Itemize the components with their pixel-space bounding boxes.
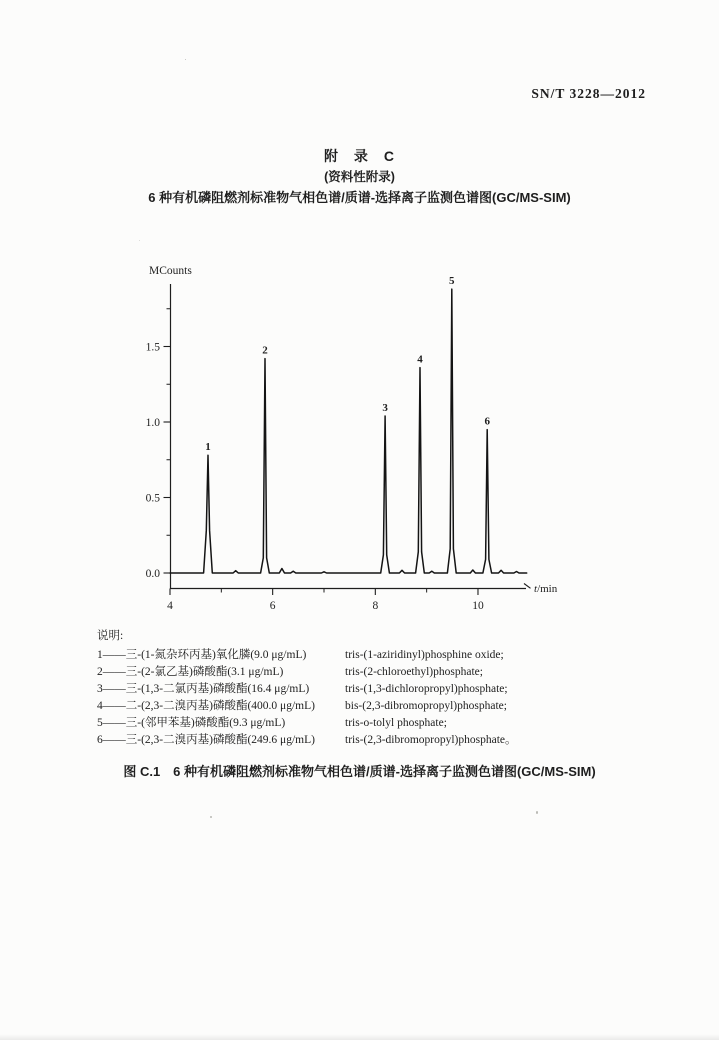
- document-code: SN/T 3228—2012: [531, 86, 646, 101]
- y-tick-label: 0.5: [145, 492, 160, 505]
- legend-dash: ——: [102, 666, 126, 678]
- legend-dash: ——: [102, 649, 126, 661]
- chromatogram-trace: [170, 289, 527, 573]
- legend-dash: ——: [102, 683, 126, 695]
- legend-item-zh: 三-(1,3-二氯丙基)磷酸酯(16.4 μg/mL): [125, 683, 310, 695]
- legend-dash: ——: [102, 734, 126, 746]
- x-tick-label: 10: [472, 600, 484, 612]
- y-tick-label: 1.5: [145, 341, 160, 354]
- legend-item: [97, 698, 637, 715]
- scan-speck: [210, 816, 212, 818]
- legend-item-en: tris-(2,3-dibromopropyl)phosphate。: [345, 734, 517, 746]
- scan-speck: [139, 240, 140, 241]
- legend-item-en: tris-(2-chloroethyl)phosphate;: [345, 666, 483, 678]
- figure-caption: 图 C.1 6 种有机磷阻燃剂标准物气相色谱/质谱-选择离子监测色谱图(GC/MS-SIM): [123, 764, 596, 779]
- legend-item-number: 1: [97, 649, 103, 661]
- legend-item-number: 4: [97, 700, 103, 712]
- legend-header: 说明:: [97, 630, 124, 642]
- legend-item: [97, 647, 637, 664]
- legend-item-zh: 三-(邻甲苯基)磷酸酯(9.3 μg/mL): [125, 717, 286, 729]
- legend-item-en: tris-(1-aziridinyl)phosphine oxide;: [345, 649, 504, 661]
- legend-item: [97, 715, 637, 732]
- scan-speck: [185, 59, 186, 60]
- figure-legend: [97, 628, 637, 749]
- appendix-title: 6 种有机磷阻燃剂标准物气相色谱/质谱-选择离子监测色谱图(GC/MS-SIM): [148, 190, 571, 205]
- x-tick-label: 4: [167, 600, 173, 612]
- x-axis-arrowhead: [524, 584, 531, 589]
- legend-item: [97, 732, 637, 749]
- appendix-heading: 附 录 C: [323, 148, 396, 164]
- peak-label: 5: [449, 275, 455, 288]
- legend-item-en: bis-(2,3-dibromopropyl)phosphate;: [345, 700, 507, 712]
- legend-item: [97, 664, 637, 681]
- peak-label: 2: [262, 344, 268, 357]
- x-tick-label: 6: [269, 600, 276, 612]
- legend-item-zh: 三-(2-氯乙基)磷酸酯(3.1 μg/mL): [125, 666, 284, 678]
- legend-dash: ——: [102, 700, 126, 712]
- legend-item-en: tris-o-tolyl phosphate;: [345, 717, 447, 729]
- legend-item-number: 6: [97, 734, 103, 746]
- legend-item-number: 3: [97, 683, 103, 695]
- legend-item-zh: 二-(2,3-二溴丙基)磷酸酯(400.0 μg/mL): [125, 700, 315, 712]
- x-axis-title: t/min: [534, 583, 558, 595]
- legend-item-zh: 三-(1-氮杂环丙基)氧化膦(9.0 μg/mL): [125, 649, 307, 661]
- appendix-subheading: (资料性附录): [324, 170, 395, 184]
- legend-item-number: 2: [97, 666, 103, 678]
- legend-item-zh: 三-(2,3-二溴丙基)磷酸酯(249.6 μg/mL): [125, 734, 315, 746]
- scan-speck: [536, 811, 538, 814]
- peak-label: 6: [484, 415, 490, 428]
- y-tick-label: 1.0: [145, 416, 160, 429]
- peak-label: 1: [205, 441, 211, 454]
- legend-item-en: tris-(1,3-dichloropropyl)phosphate;: [345, 683, 508, 695]
- legend-dash: ——: [102, 717, 126, 729]
- legend-item: [97, 681, 637, 698]
- x-tick-label: 8: [372, 600, 379, 612]
- y-axis-title: MCounts: [149, 265, 192, 277]
- peak-label: 3: [382, 401, 388, 414]
- y-tick-label: 0.0: [145, 567, 160, 580]
- peak-label: 4: [417, 353, 423, 366]
- legend-item-number: 5: [97, 717, 103, 729]
